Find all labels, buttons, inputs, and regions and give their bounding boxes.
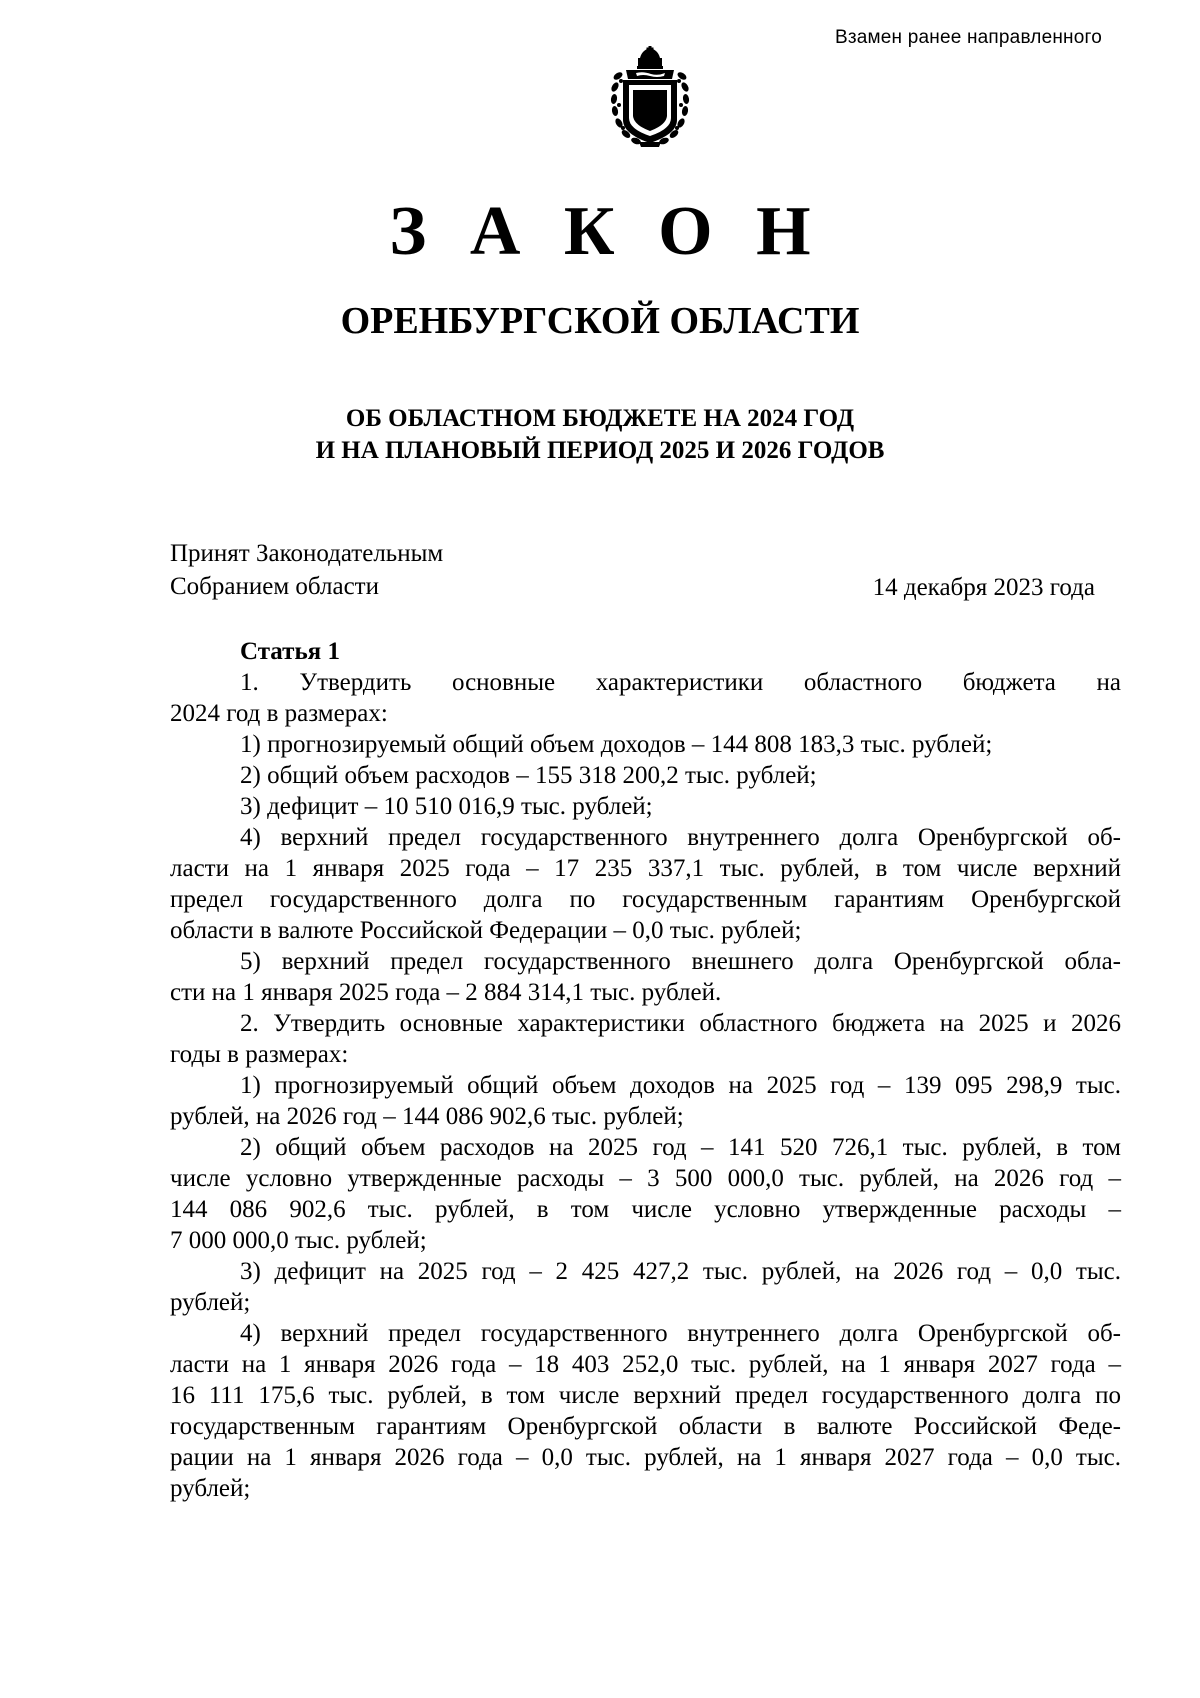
region-title: ОРЕНБУРГСКОЙ ОБЛАСТИ bbox=[340, 300, 860, 342]
article-text-line: 2) общий объем расходов – 155 318 200,2 тыс. рублей; bbox=[240, 762, 817, 789]
law-subject-line: ОБ ОБЛАСТНОМ БЮДЖЕТЕ НА 2024 ГОД bbox=[345, 405, 855, 432]
article-text-line: предел государственного долга по государственным гарантиям Оренбургской bbox=[170, 886, 1121, 913]
article-text-line: 4) верхний предел государственного внутреннего долга Оренбургской об- bbox=[240, 1320, 1121, 1347]
article-text-line: 5) верхний предел государственного внешнего долга Оренбургской обла- bbox=[240, 948, 1121, 975]
article-text-line: 1) прогнозируемый общий объем доходов на 2025 год – 139 095 298,9 тыс. bbox=[240, 1072, 1121, 1099]
article-body bbox=[170, 636, 1121, 1504]
article-text-line: годы в размерах: bbox=[170, 1041, 349, 1068]
replacement-stamp: Взамен ранее направленного bbox=[834, 27, 1102, 48]
article-text-line: области в валюте Российской Федерации – 0,0 тыс. рублей; bbox=[170, 917, 802, 944]
article-text-line: 16 111 175,6 тыс. рублей, в том числе верхний предел государственного долга по bbox=[170, 1382, 1121, 1409]
document-title: З А К О Н bbox=[389, 193, 824, 270]
article-text-line: государственным гарантиям Оренбургской области в валюте Российской Феде- bbox=[170, 1413, 1121, 1440]
article-text-line: 3) дефицит – 10 510 016,9 тыс. рублей; bbox=[240, 793, 653, 820]
article-text-line: 1) прогнозируемый общий объем доходов – 144 808 183,3 тыс. рублей; bbox=[240, 731, 993, 758]
adoption-line: Принят Законодательным bbox=[170, 540, 444, 567]
article-text-line: ласти на 1 января 2025 года – 17 235 337,1 тыс. рублей, в том числе верхний bbox=[170, 855, 1121, 882]
article-text-line: 1. Утвердить основные характеристики областного бюджета на bbox=[240, 669, 1121, 696]
article-text-line: рации на 1 января 2026 года – 0,0 тыс. рублей, на 1 января 2027 года – 0,0 тыс. bbox=[170, 1444, 1121, 1471]
article-text-line: 4) верхний предел государственного внутреннего долга Оренбургской об- bbox=[240, 824, 1121, 851]
article-text-line: сти на 1 января 2025 года – 2 884 314,1 тыс. рублей. bbox=[170, 979, 722, 1006]
adoption-line: Собранием области bbox=[170, 573, 379, 600]
article-text-line: числе условно утвержденные расходы – 3 500 000,0 тыс. рублей, на 2026 год – bbox=[170, 1165, 1121, 1192]
article-text-line: ласти на 1 января 2026 года – 18 403 252,0 тыс. рублей, на 1 января 2027 года – bbox=[170, 1351, 1121, 1378]
article-text-line: 144 086 902,6 тыс. рублей, в том числе условно утвержденные расходы – bbox=[170, 1196, 1121, 1223]
article-text-line: рублей, на 2026 год – 144 086 902,6 тыс. рублей; bbox=[170, 1103, 684, 1130]
article-text-line: 7 000 000,0 тыс. рублей; bbox=[170, 1227, 427, 1254]
article-text-line: 2. Утвердить основные характеристики областного бюджета на 2025 и 2026 bbox=[240, 1010, 1121, 1037]
law-subject bbox=[0, 403, 1200, 467]
article-text-line: 2) общий объем расходов на 2025 год – 141 520 726,1 тыс. рублей, в том bbox=[240, 1134, 1121, 1161]
article-text-line: рублей; bbox=[170, 1475, 251, 1502]
adoption-date: 14 декабря 2023 года bbox=[872, 574, 1095, 601]
article-text-line: рублей; bbox=[170, 1289, 251, 1316]
law-subject-line: И НА ПЛАНОВЫЙ ПЕРИОД 2025 И 2026 ГОДОВ bbox=[315, 437, 885, 464]
article-heading: Статья 1 bbox=[240, 638, 340, 665]
adoption-note bbox=[170, 537, 443, 603]
orenburg-coat-of-arms-icon bbox=[609, 46, 691, 147]
article-text-line: 3) дефицит на 2025 год – 2 425 427,2 тыс. рублей, на 2026 год – 0,0 тыс. bbox=[240, 1258, 1121, 1285]
article-text-line: 2024 год в размерах: bbox=[170, 700, 388, 727]
